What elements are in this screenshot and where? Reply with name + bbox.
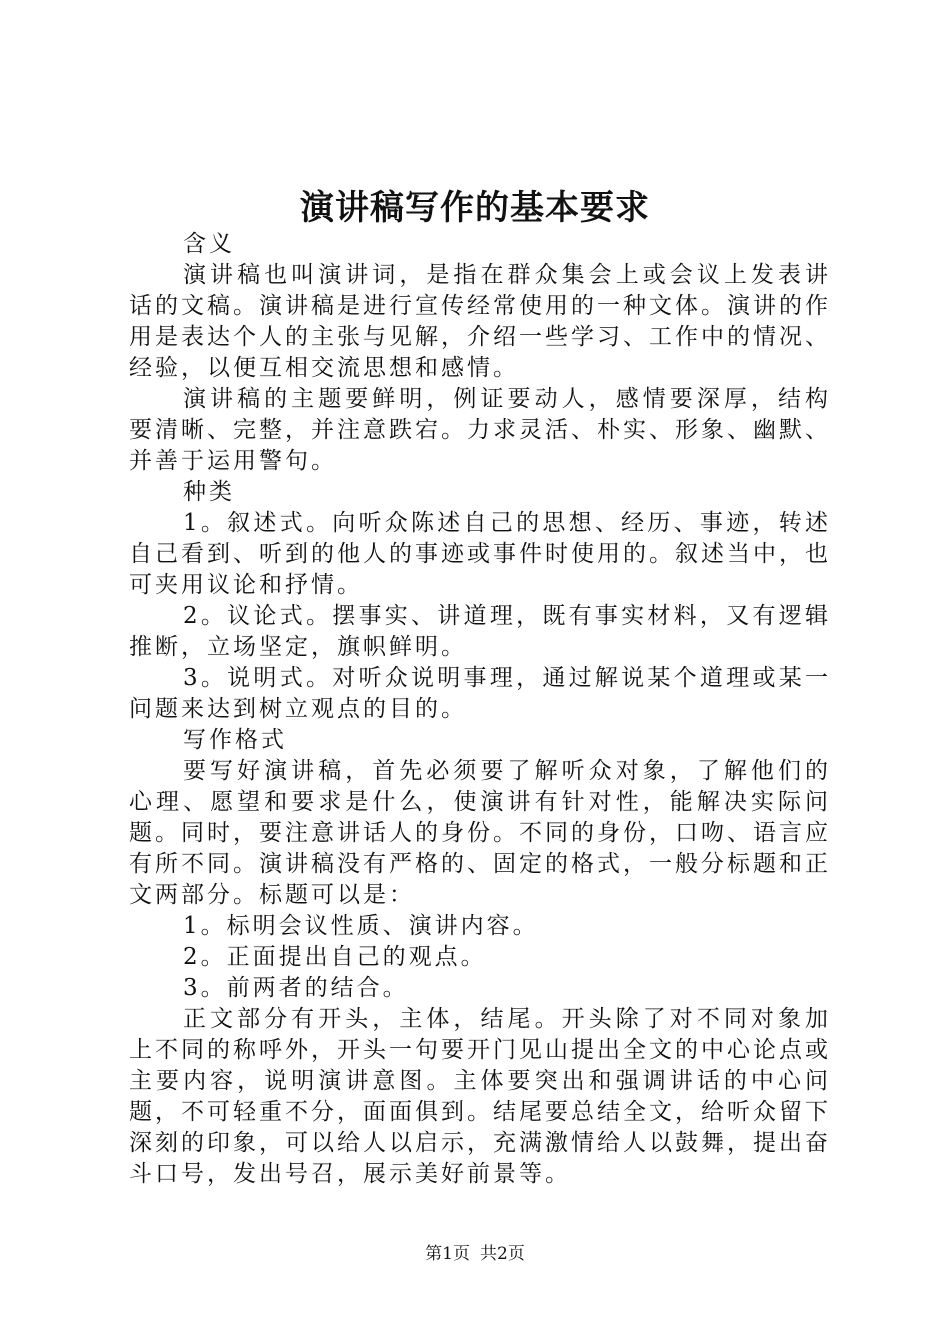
list-item: 2。议论式。摆事实、讲道理，既有事实材料，又有逻辑推断，立场坚定，旗帜鲜明。 xyxy=(129,603,831,660)
page-number-total: 共2页 xyxy=(480,1244,525,1264)
list-item: 1。叙述式。向听众陈述自己的思想、经历、事迹，转述自己看到、听到的他人的事迹或事件时使用的。叙述当中，也可夹用议论和抒情。 xyxy=(129,510,831,598)
list-item: 3。说明式。对听众说明事理，通过解说某个道理或某一问题来达到树立观点的目的。 xyxy=(129,665,831,722)
section-heading-types: 种类 xyxy=(183,479,235,505)
page-title: 演讲稿写作的基本要求 xyxy=(300,188,650,228)
section-heading-format: 写作格式 xyxy=(183,727,287,753)
paragraph: 要写好演讲稿，首先必须要了解听众对象，了解他们的心理、愿望和要求是什么，使演讲有针对性，能解决实际问题。同时，要注意讲话人的身份。不同的身份，口吻、语言应有所不同。演讲稿没有严格的、固定的格式，一般分标题和正文两部分。标题可以是： xyxy=(129,758,831,908)
list-item: 1。标明会议性质、演讲内容。 xyxy=(183,913,539,939)
page-number-current: 第1页 xyxy=(425,1244,470,1264)
page-footer xyxy=(0,1242,950,1266)
paragraph: 正文部分有开头，主体，结尾。开头除了对不同对象加上不同的称呼外，开头一句要开门见山提出全文的中心论点或主要内容，说明演讲意图。主体要突出和强调讲话的中心问题，不可轻重不分，面面俱到。结尾要总结全文，给听众留下深刻的印象，可以给人以启示，充满激情给人以鼓舞，提出奋斗口号，发出号召，展示美好前景等。 xyxy=(129,1006,831,1187)
list-item: 2。正面提出自己的观点。 xyxy=(183,944,487,970)
section-heading-meaning: 含义 xyxy=(183,231,235,257)
paragraph: 演讲稿也叫演讲词，是指在群众集会上或会议上发表讲话的文稿。演讲稿是进行宣传经常使用的一种文体。演讲的作用是表达个人的主张与见解，介绍一些学习、工作中的情况、经验，以便互相交流思想和感情。 xyxy=(129,262,831,381)
document-body xyxy=(129,229,831,1190)
list-item: 3。前两者的结合。 xyxy=(183,975,409,1001)
paragraph: 演讲稿的主题要鲜明，例证要动人，感情要深厚，结构要清晰、完整，并注意跌宕。力求灵活、朴实、形象、幽默、并善于运用警句。 xyxy=(129,386,831,474)
